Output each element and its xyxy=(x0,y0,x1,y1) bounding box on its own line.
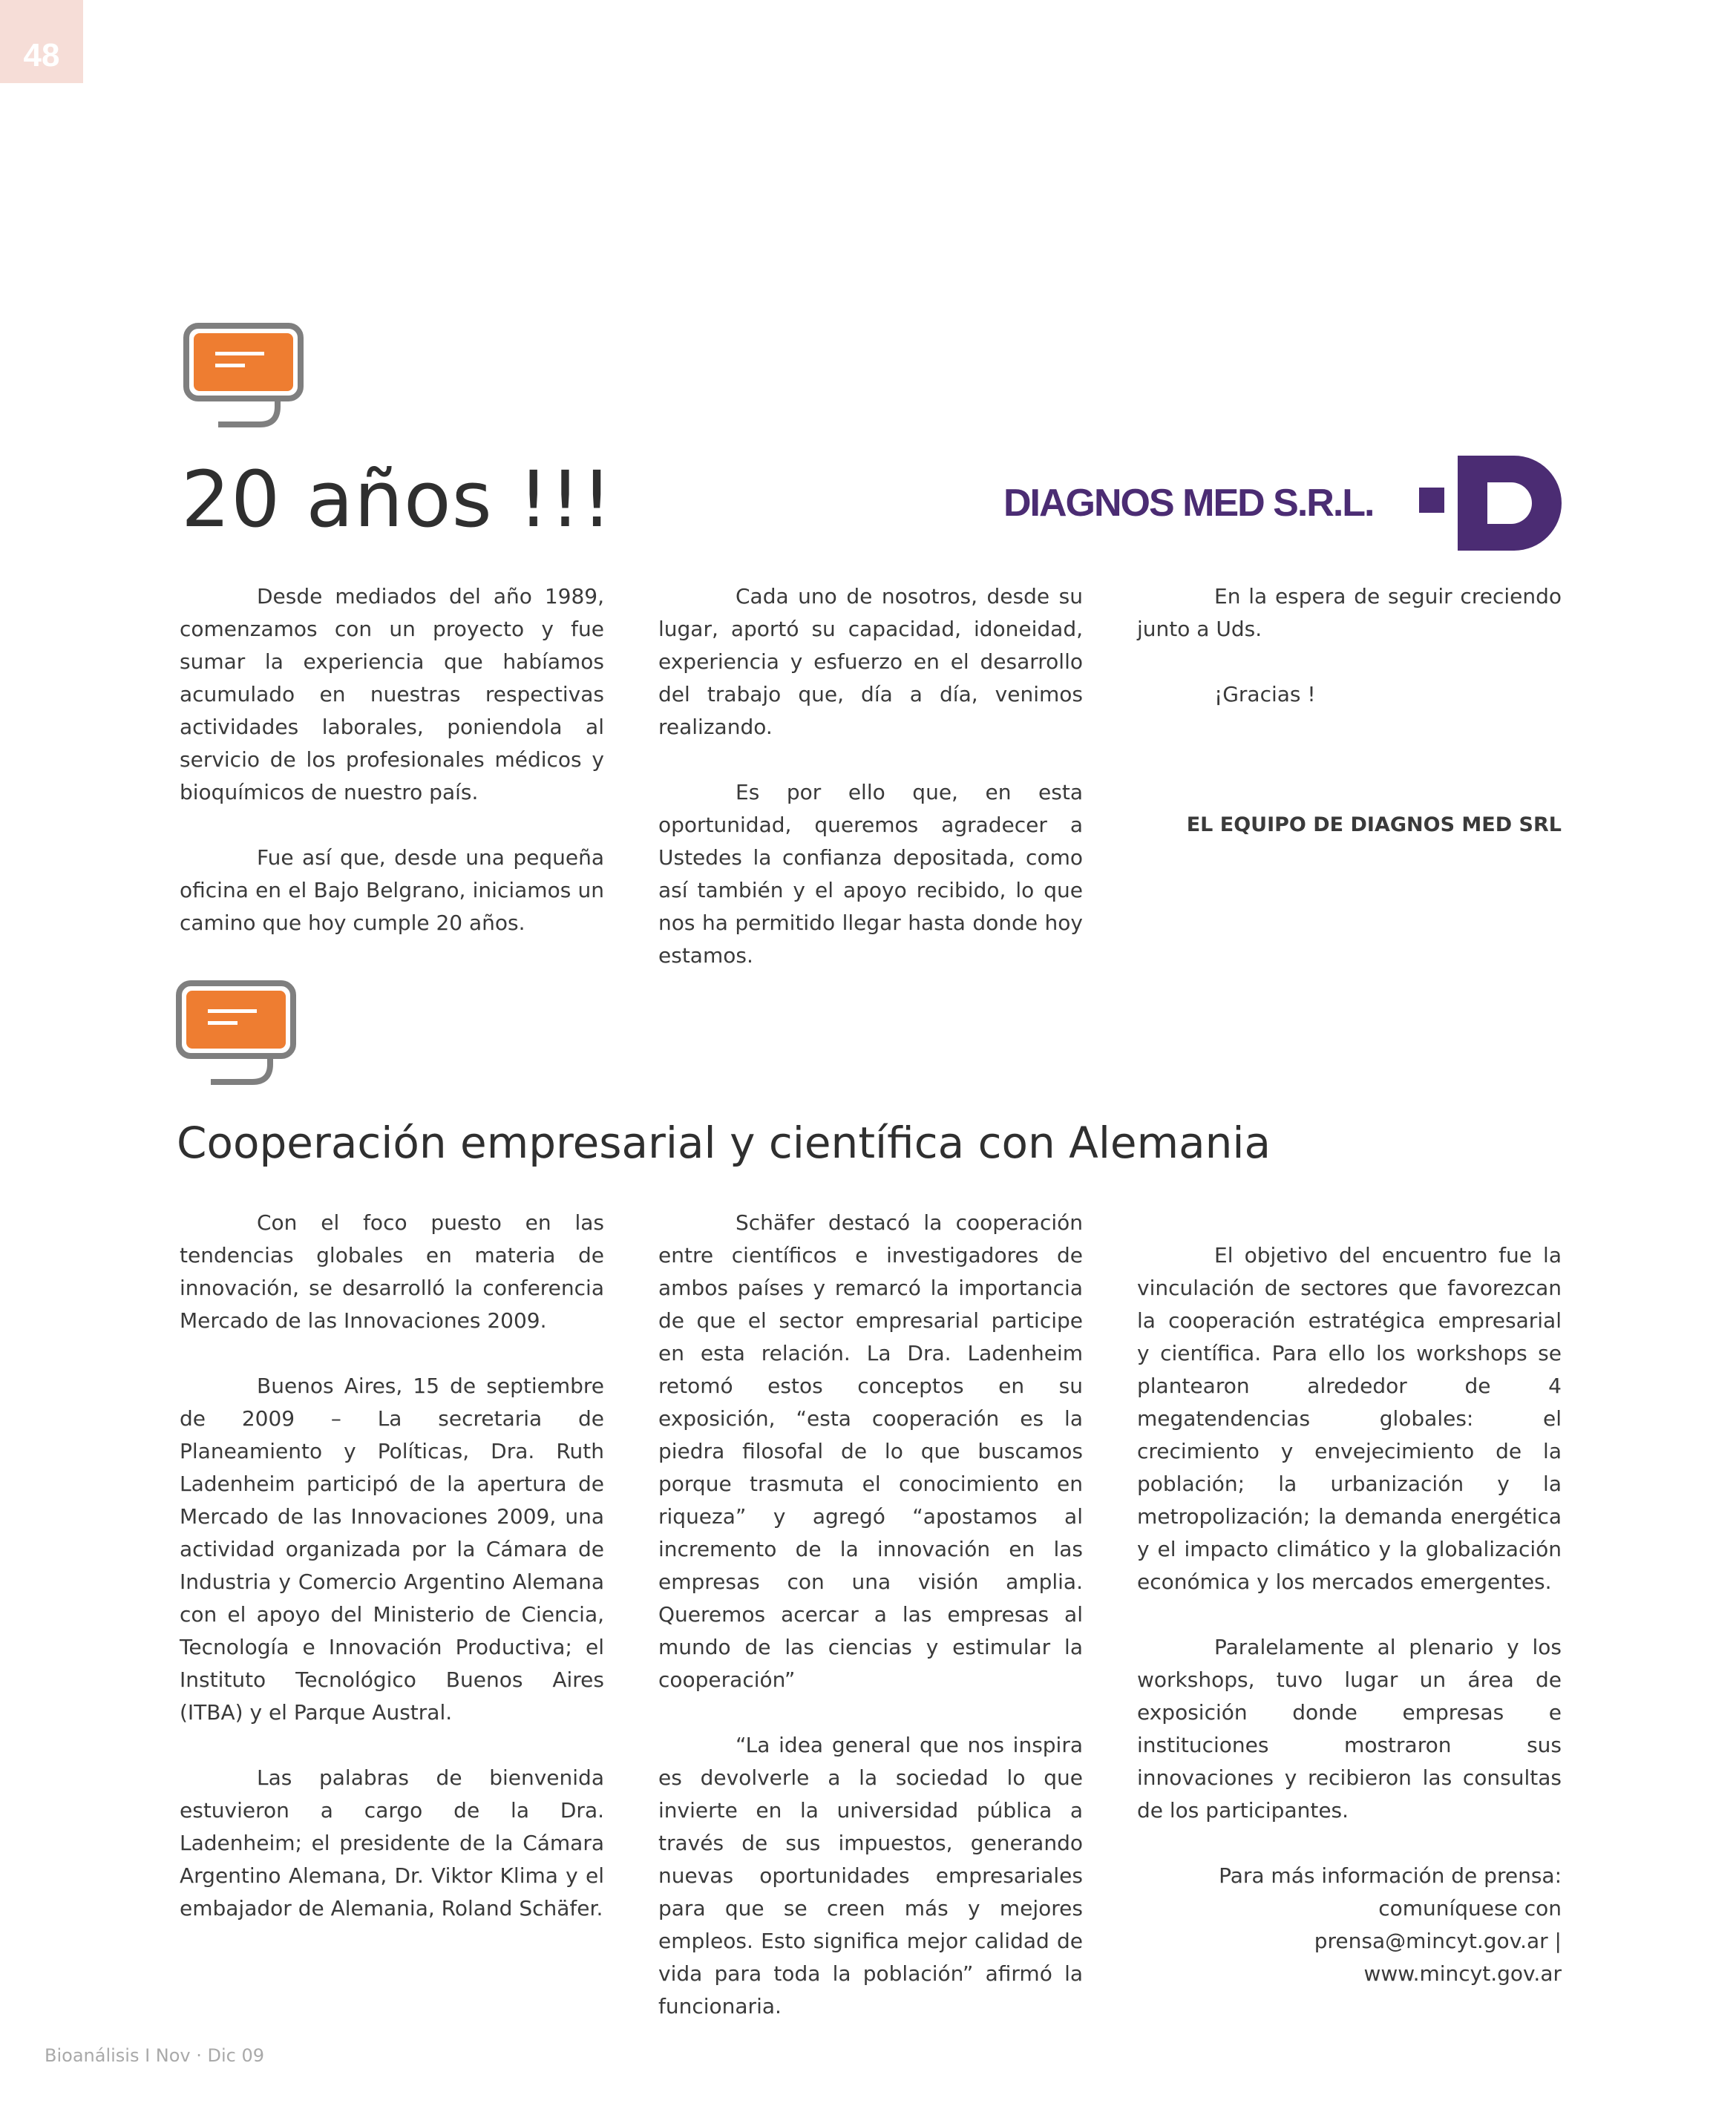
paragraph: Es por ello que, en esta oportunidad, queremos agradecer a Ustedes la confianza depositada, como así también y el apoyo recibido, lo que nos ha permitido llegar hasta donde hoy estamos. xyxy=(658,780,1083,968)
paragraph: Cada uno de nosotros, desde su lugar, aportó su capacidad, idoneidad, experiencia y esfuerzo en el desarrollo del trabajo que, día a día, venimos realizando. xyxy=(658,584,1083,739)
article-title-cooperation: Cooperación empresarial y científica con Alemania xyxy=(177,1118,1271,1168)
speech-bubble-icon xyxy=(183,322,306,432)
footer-issue: Bioanálisis I Nov · Dic 09 xyxy=(45,2045,265,2066)
logo-mark-icon xyxy=(1419,453,1565,554)
paragraph: “La idea general que nos inspira es devolverle a la sociedad lo que invierte en la universidad pública a través de sus impuestos, generando nuevas oportunidades empresariales para que se creen más y mejores empleos. Esto significa mejor calidad de vida para toda la población” afirmó la funcionaria. xyxy=(658,1733,1083,2018)
paragraph: El objetivo del encuentro fue la vinculación de sectores que favorezcan la cooperación estratégica empresarial y científica. Para ello los workshops se plantearon alrededor de 4 megatendencias globales: el crecimiento y envejecimiento de la población; la urbanización y la metropolización; la demanda energética y el impacto climático y la globalización económica y los mercados emergentes. xyxy=(1137,1243,1562,1594)
anniversary-column-3 xyxy=(1137,580,1562,842)
paragraph: Paralelamente al plenario y los workshops, tuvo lugar un área de exposición donde empresas e instituciones mostraron sus innovaciones y recibieron las consultas de los participantes. xyxy=(1137,1635,1562,1823)
cooperation-column-2 xyxy=(658,1207,1083,2023)
anniversary-column-2 xyxy=(658,580,1083,972)
cooperation-column-3 xyxy=(1137,1239,1562,1990)
paragraph: Schäfer destacó la cooperación entre científicos e investigadores de ambos países y remarcó la importancia de que el sector empresarial participe en esta relación. La Dra. Ladenheim retomó estos conceptos en su exposición, “esta cooperación es la piedra filosofal de lo que buscamos porque trasmuta el conocimiento en riqueza” y agregó “apostamos al incremento de la innovación en las empresas con una visión amplia. Queremos acercar a las empresas al mundo de las ciencias y estimular la cooperación” xyxy=(658,1210,1083,1692)
page-number-tab xyxy=(0,0,83,83)
cooperation-column-1 xyxy=(180,1207,604,1925)
paragraph: Buenos Aires, 15 de septiembre de 2009 – La secretaria de Planeamiento y Políticas, Dra. Ruth Ladenheim participó de la apertura de Mercado de las Innovaciones 2009, una actividad organizada por la Cámara de Industria y Comercio Argentino Alemana con el apoyo del Ministerio de Ciencia, Tecnología e Innovación Productiva; el Instituto Tecnológico Buenos Aires (ITBA) y el Parque Austral. xyxy=(180,1374,604,1725)
contact-line: Para más información de prensa: xyxy=(1219,1863,1562,1888)
contact-line: comuníquese con xyxy=(1378,1896,1562,1921)
paragraph: Fue así que, desde una pequeña oficina en el Bajo Belgrano, iniciamos un camino que hoy cumple 20 años. xyxy=(180,845,604,935)
paragraph: Las palabras de bienvenida estuvieron a cargo de la Dra. Ladenheim; el presidente de la Cámara Argentino Alemana, Dr. Viktor Klima y el embajador de Alemania, Roland Schäfer. xyxy=(180,1765,604,1921)
page-number: 48 xyxy=(23,37,60,73)
speech-bubble-icon xyxy=(175,980,298,1089)
contact-email: prensa@mincyt.gov.ar | xyxy=(1314,1929,1562,1953)
paragraph: En la espera de seguir creciendo junto a Uds. xyxy=(1137,584,1562,641)
contact-website: www.mincyt.gov.ar xyxy=(1363,1961,1562,1986)
diagnos-med-logo xyxy=(1003,453,1565,554)
article-title-anniversary: 20 años !!! xyxy=(181,454,613,545)
paragraph: ¡Gracias ! xyxy=(1214,682,1316,706)
anniversary-column-1 xyxy=(180,580,604,939)
logo-wordmark: DIAGNOS MED S.R.L. xyxy=(1003,482,1374,525)
paragraph: Desde mediados del año 1989, comenzamos con un proyecto y fue sumar la experiencia que habíamos acumulado en nuestras respectivas actividades laborales, poniendola al servicio de los profesionales médicos y bioquímicos de nuestro país. xyxy=(180,584,604,804)
paragraph: Con el foco puesto en las tendencias globales en materia de innovación, se desarrolló la conferencia Mercado de las Innovaciones 2009. xyxy=(180,1210,604,1333)
press-contact-block xyxy=(1137,1860,1562,1990)
signature: EL EQUIPO DE DIAGNOS MED SRL xyxy=(1186,813,1562,836)
